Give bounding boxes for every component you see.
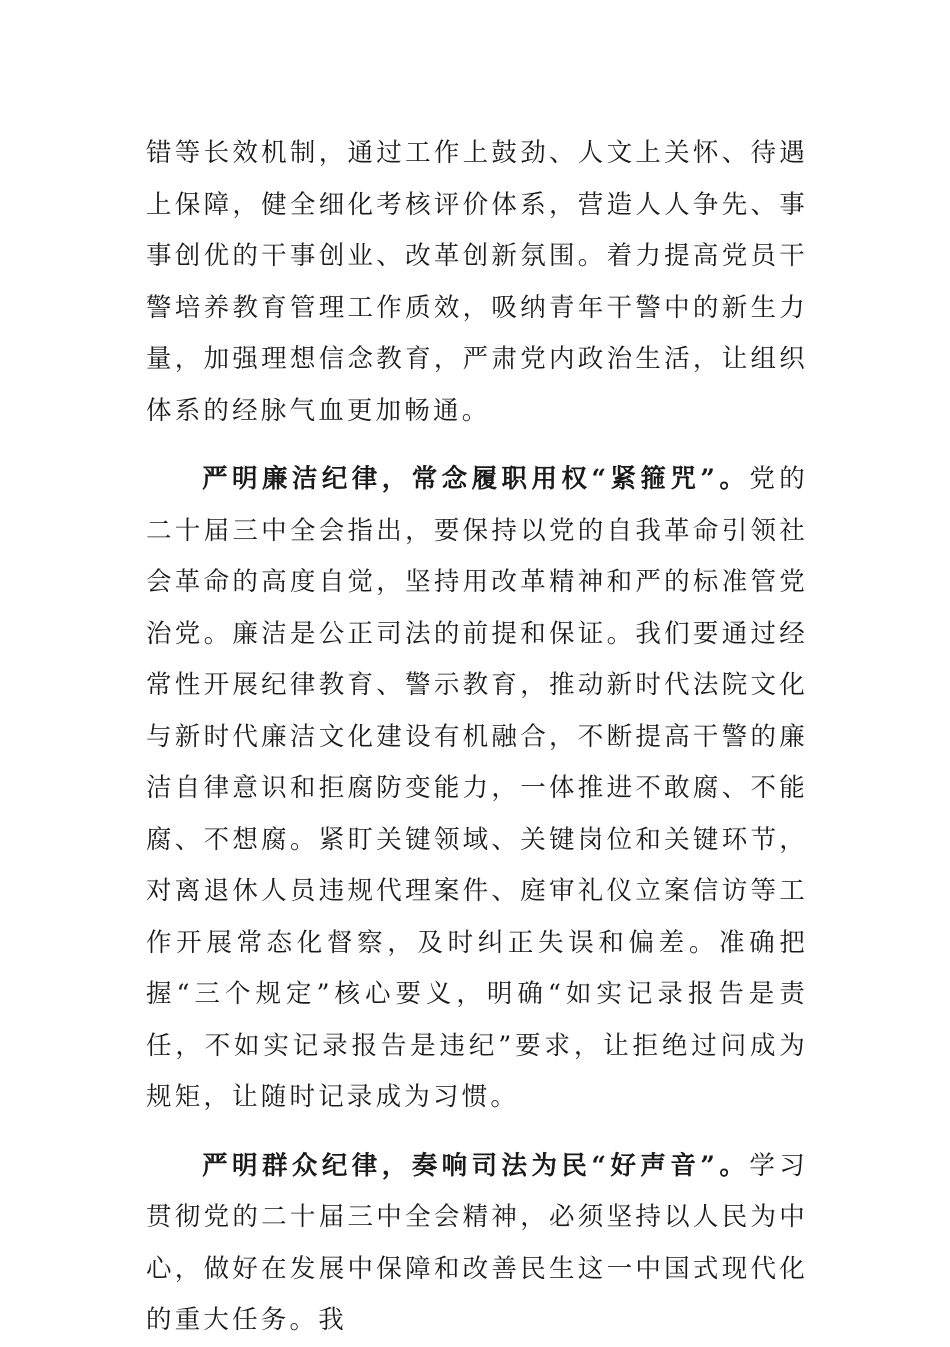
- document-body: [146, 128, 808, 1347]
- paragraph-heading: 严明廉洁纪律，常念履职用权“紧箍咒”。: [202, 464, 750, 494]
- paragraph-integrity-discipline: [146, 454, 808, 1124]
- paragraph-heading: 严明群众纪律，奏响司法为民“好声音”。: [202, 1150, 750, 1181]
- paragraph-continuation: [146, 128, 808, 437]
- paragraph-text: 学习贯彻党的二十届三中全会精神，必须坚持以人民为中心，做好在发展中保障和改善民生这一中国式现代化的重大任务。我: [146, 1150, 809, 1335]
- paragraph-text: 党的二十届三中全会指出，要保持以党的自我革命引领社会革命的高度自觉，坚持用改革精神和严的标准管党治党。廉洁是公正司法的前提和保证。我们要通过经常性开展纪律教育、警示教育，推动新时代法院文化与新时代廉洁文化建设有机融合，不断提高干警的廉洁自律意识和拒腐防变能力，一体推进不敢腐、不能腐、不想腐。紧盯关键领域、关键岗位和关键环节，对离退休人员违规代理案件、庭审礼仪立案信访等工作开展常态化督察，及时纠正失误和偏差。准确把握“三个规定”核心要义，明确“如实记录报告是责任，不如实记录报告是违纪”要求，让拒绝过问成为规矩，让随时记录成为习惯。: [146, 464, 809, 1112]
- paragraph-text: 错等长效机制，通过工作上鼓劲、人文上关怀、待遇上保障，健全细化考核评价体系，营造人人争先、事事创优的干事创业、改革创新氛围。着力提高党员干警培养教育管理工作质效，吸纳青年干警中的新生力量，加强理想信念教育，严肃党内政治生活，让组织体系的经脉气血更加畅通。: [146, 138, 808, 426]
- paragraph-mass-discipline: [146, 1141, 808, 1347]
